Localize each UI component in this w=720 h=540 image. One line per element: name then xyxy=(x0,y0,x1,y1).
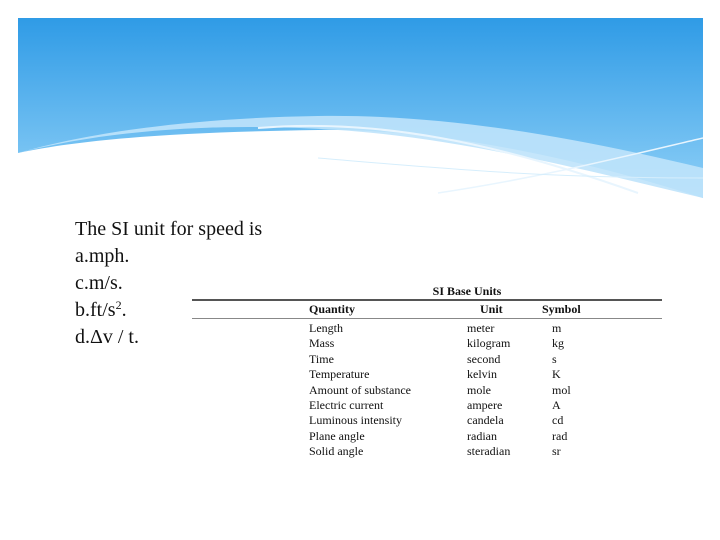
cell-quantity: Time xyxy=(309,351,334,366)
table-row xyxy=(192,444,662,459)
cell-unit: kelvin xyxy=(467,367,497,382)
table-body xyxy=(192,319,662,460)
question-stem: The SI unit for speed is xyxy=(75,218,263,240)
table-row xyxy=(192,383,662,398)
cell-symbol: K xyxy=(552,367,561,382)
header-unit: Unit xyxy=(480,302,503,316)
option-a: a.mph. xyxy=(75,245,130,267)
cell-unit: candela xyxy=(467,413,504,428)
cell-quantity: Plane angle xyxy=(309,428,365,443)
cell-unit: meter xyxy=(467,321,495,335)
cell-unit: ampere xyxy=(467,397,503,412)
option-b-text: b.ft/s xyxy=(75,299,116,321)
option-b-period: . xyxy=(121,299,127,321)
cell-unit: radian xyxy=(467,428,497,443)
table-row xyxy=(192,413,662,428)
cell-quantity: Electric current xyxy=(309,397,384,412)
table-row xyxy=(192,321,662,336)
cell-symbol: sr xyxy=(552,444,561,459)
cell-unit: second xyxy=(467,351,501,366)
cell-quantity: Temperature xyxy=(309,367,370,382)
header-symbol: Symbol xyxy=(542,302,581,316)
cell-quantity: Luminous intensity xyxy=(309,413,402,428)
cell-symbol: cd xyxy=(552,413,564,428)
cell-unit: mole xyxy=(467,382,491,397)
option-b-exponent: 2 xyxy=(115,298,122,312)
si-base-units-table xyxy=(192,283,662,460)
header-banner xyxy=(18,18,703,198)
cell-symbol: m xyxy=(552,321,562,335)
cell-symbol: A xyxy=(552,397,561,412)
table-header-row xyxy=(192,301,662,318)
table-row xyxy=(192,367,662,382)
option-c: c.m/s. xyxy=(75,272,123,294)
table-row xyxy=(192,352,662,367)
cell-symbol: mol xyxy=(552,382,571,397)
cell-symbol: s xyxy=(552,351,557,366)
table-row xyxy=(192,336,662,351)
table-row xyxy=(192,429,662,444)
table-row xyxy=(192,398,662,413)
header-quantity: Quantity xyxy=(309,302,356,316)
cell-symbol: kg xyxy=(552,336,564,351)
option-d: d.Δv / t. xyxy=(75,326,139,348)
cell-symbol: rad xyxy=(552,428,568,443)
cell-quantity: Solid angle xyxy=(309,444,364,459)
cell-unit: steradian xyxy=(467,444,511,459)
header-wave-graphic xyxy=(18,18,703,198)
table-title: SI Base Units xyxy=(432,284,502,298)
cell-quantity: Mass xyxy=(309,336,335,351)
cell-unit: kilogram xyxy=(467,336,511,351)
cell-quantity: Amount of substance xyxy=(309,382,411,397)
cell-quantity: Length xyxy=(309,321,343,335)
